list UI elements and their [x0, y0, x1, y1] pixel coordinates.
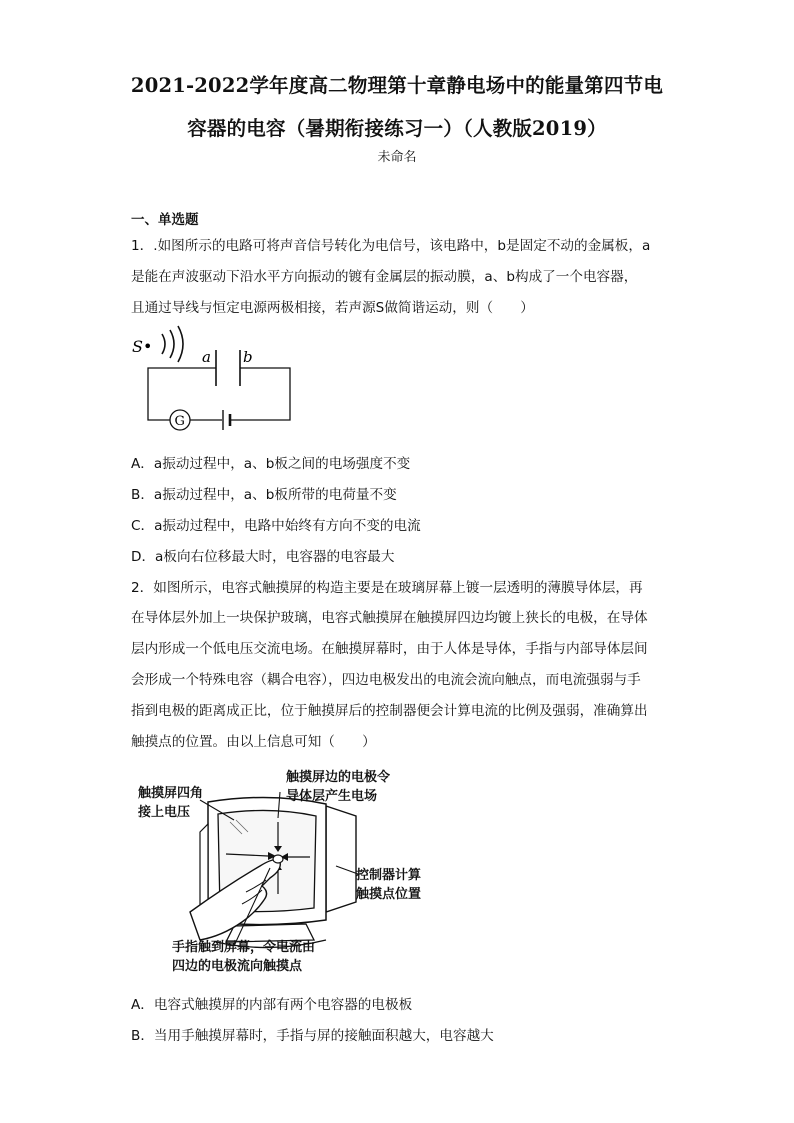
q2-line: 2．如图所示，电容式触摸屏的构造主要是在玻璃屏幕上镀一层透明的薄膜导体层，再: [131, 580, 643, 596]
page-title-line2: 容器的电容（暑期衔接练习一）（人教版2019）: [187, 117, 607, 140]
plate-b-label: b: [243, 348, 253, 366]
q1-line: 1．.如图所示的电路可将声音信号转化为电信号，该电路中，b是固定不动的金属板，a: [131, 238, 651, 254]
sound-wave-icon: [178, 326, 183, 362]
q1-line: 且通过导线与恒定电源两极相接，若声源S做简谐运动，则（ ）: [131, 300, 534, 316]
figure-label-controller: [356, 866, 421, 904]
galvanometer-label: G: [174, 414, 185, 429]
q1-option-d: D．a板向右位移最大时，电容器的电容最大: [131, 549, 395, 565]
page-subtitle: 未命名: [377, 150, 417, 165]
page-title-line1: 2021-2022学年度高二物理第十章静电场中的能量第四节电: [130, 74, 664, 97]
figure-label-line: 控制器计算: [356, 868, 422, 883]
figure-label-line: 四边的电极流向触摸点: [172, 959, 303, 974]
q1-line: 是能在声波驱动下沿水平方向振动的镀有金属层的振动膜，a、b构成了一个电容器，: [131, 269, 638, 285]
plate-a-label: a: [202, 348, 211, 366]
figure-label-line: 导体层产生电场: [286, 789, 378, 804]
q1-option-a: A．a振动过程中，a、b板之间的电场强度不变: [131, 456, 411, 472]
q2-line: 触摸点的位置。由以上信息可知（ ）: [131, 734, 376, 750]
figure-label-line: 接上电压: [138, 805, 191, 820]
figure-label-line: 手指触到屏幕，令电流由: [172, 940, 316, 955]
q2-option-b: B．当用手触摸屏幕时，手指与屏的接触面积越大，电容越大: [131, 1028, 494, 1044]
q2-line: 在导体层外加上一块保护玻璃，电容式触摸屏在触摸屏四边均镀上狭长的电极，在导体: [131, 610, 648, 626]
touch-point: [273, 855, 283, 863]
figure-label-corner: [138, 784, 203, 822]
q2-option-a: A．电容式触摸屏的内部有两个电容器的电极板: [131, 997, 413, 1013]
figure-label-edge: [286, 768, 390, 806]
section-heading: 一、单选题: [131, 212, 199, 228]
q2-line: 层内形成一个低电压交流电场。在触摸屏幕时，由于人体是导体，手指与内部导体层间: [131, 641, 648, 657]
figure-label-line: 触摸屏四角: [138, 786, 204, 801]
sound-wave-icon: [170, 330, 174, 358]
figure-label-line: 触摸点位置: [356, 887, 422, 902]
q2-line: 会形成一个特殊电容（耦合电容），四边电极发出的电流会流向触点，而电流强弱与手: [131, 672, 641, 688]
q1-circuit-figure: [128, 324, 308, 436]
q1-option-c: C．a振动过程中，电路中始终有方向不变的电流: [131, 518, 421, 534]
sound-source-label: S•: [132, 337, 153, 356]
q2-line: 指到电极的距离成正比，位于触摸屏后的控制器便会计算电流的比例及强弱，准确算出: [131, 703, 648, 719]
sound-wave-icon: [162, 334, 165, 354]
q1-option-b: B．a振动过程中，a、b板所带的电荷量不变: [131, 487, 397, 503]
figure-label-line: 触摸屏边的电极令: [286, 770, 391, 785]
monitor-back: [326, 806, 356, 912]
figure-label-finger: [172, 938, 315, 976]
